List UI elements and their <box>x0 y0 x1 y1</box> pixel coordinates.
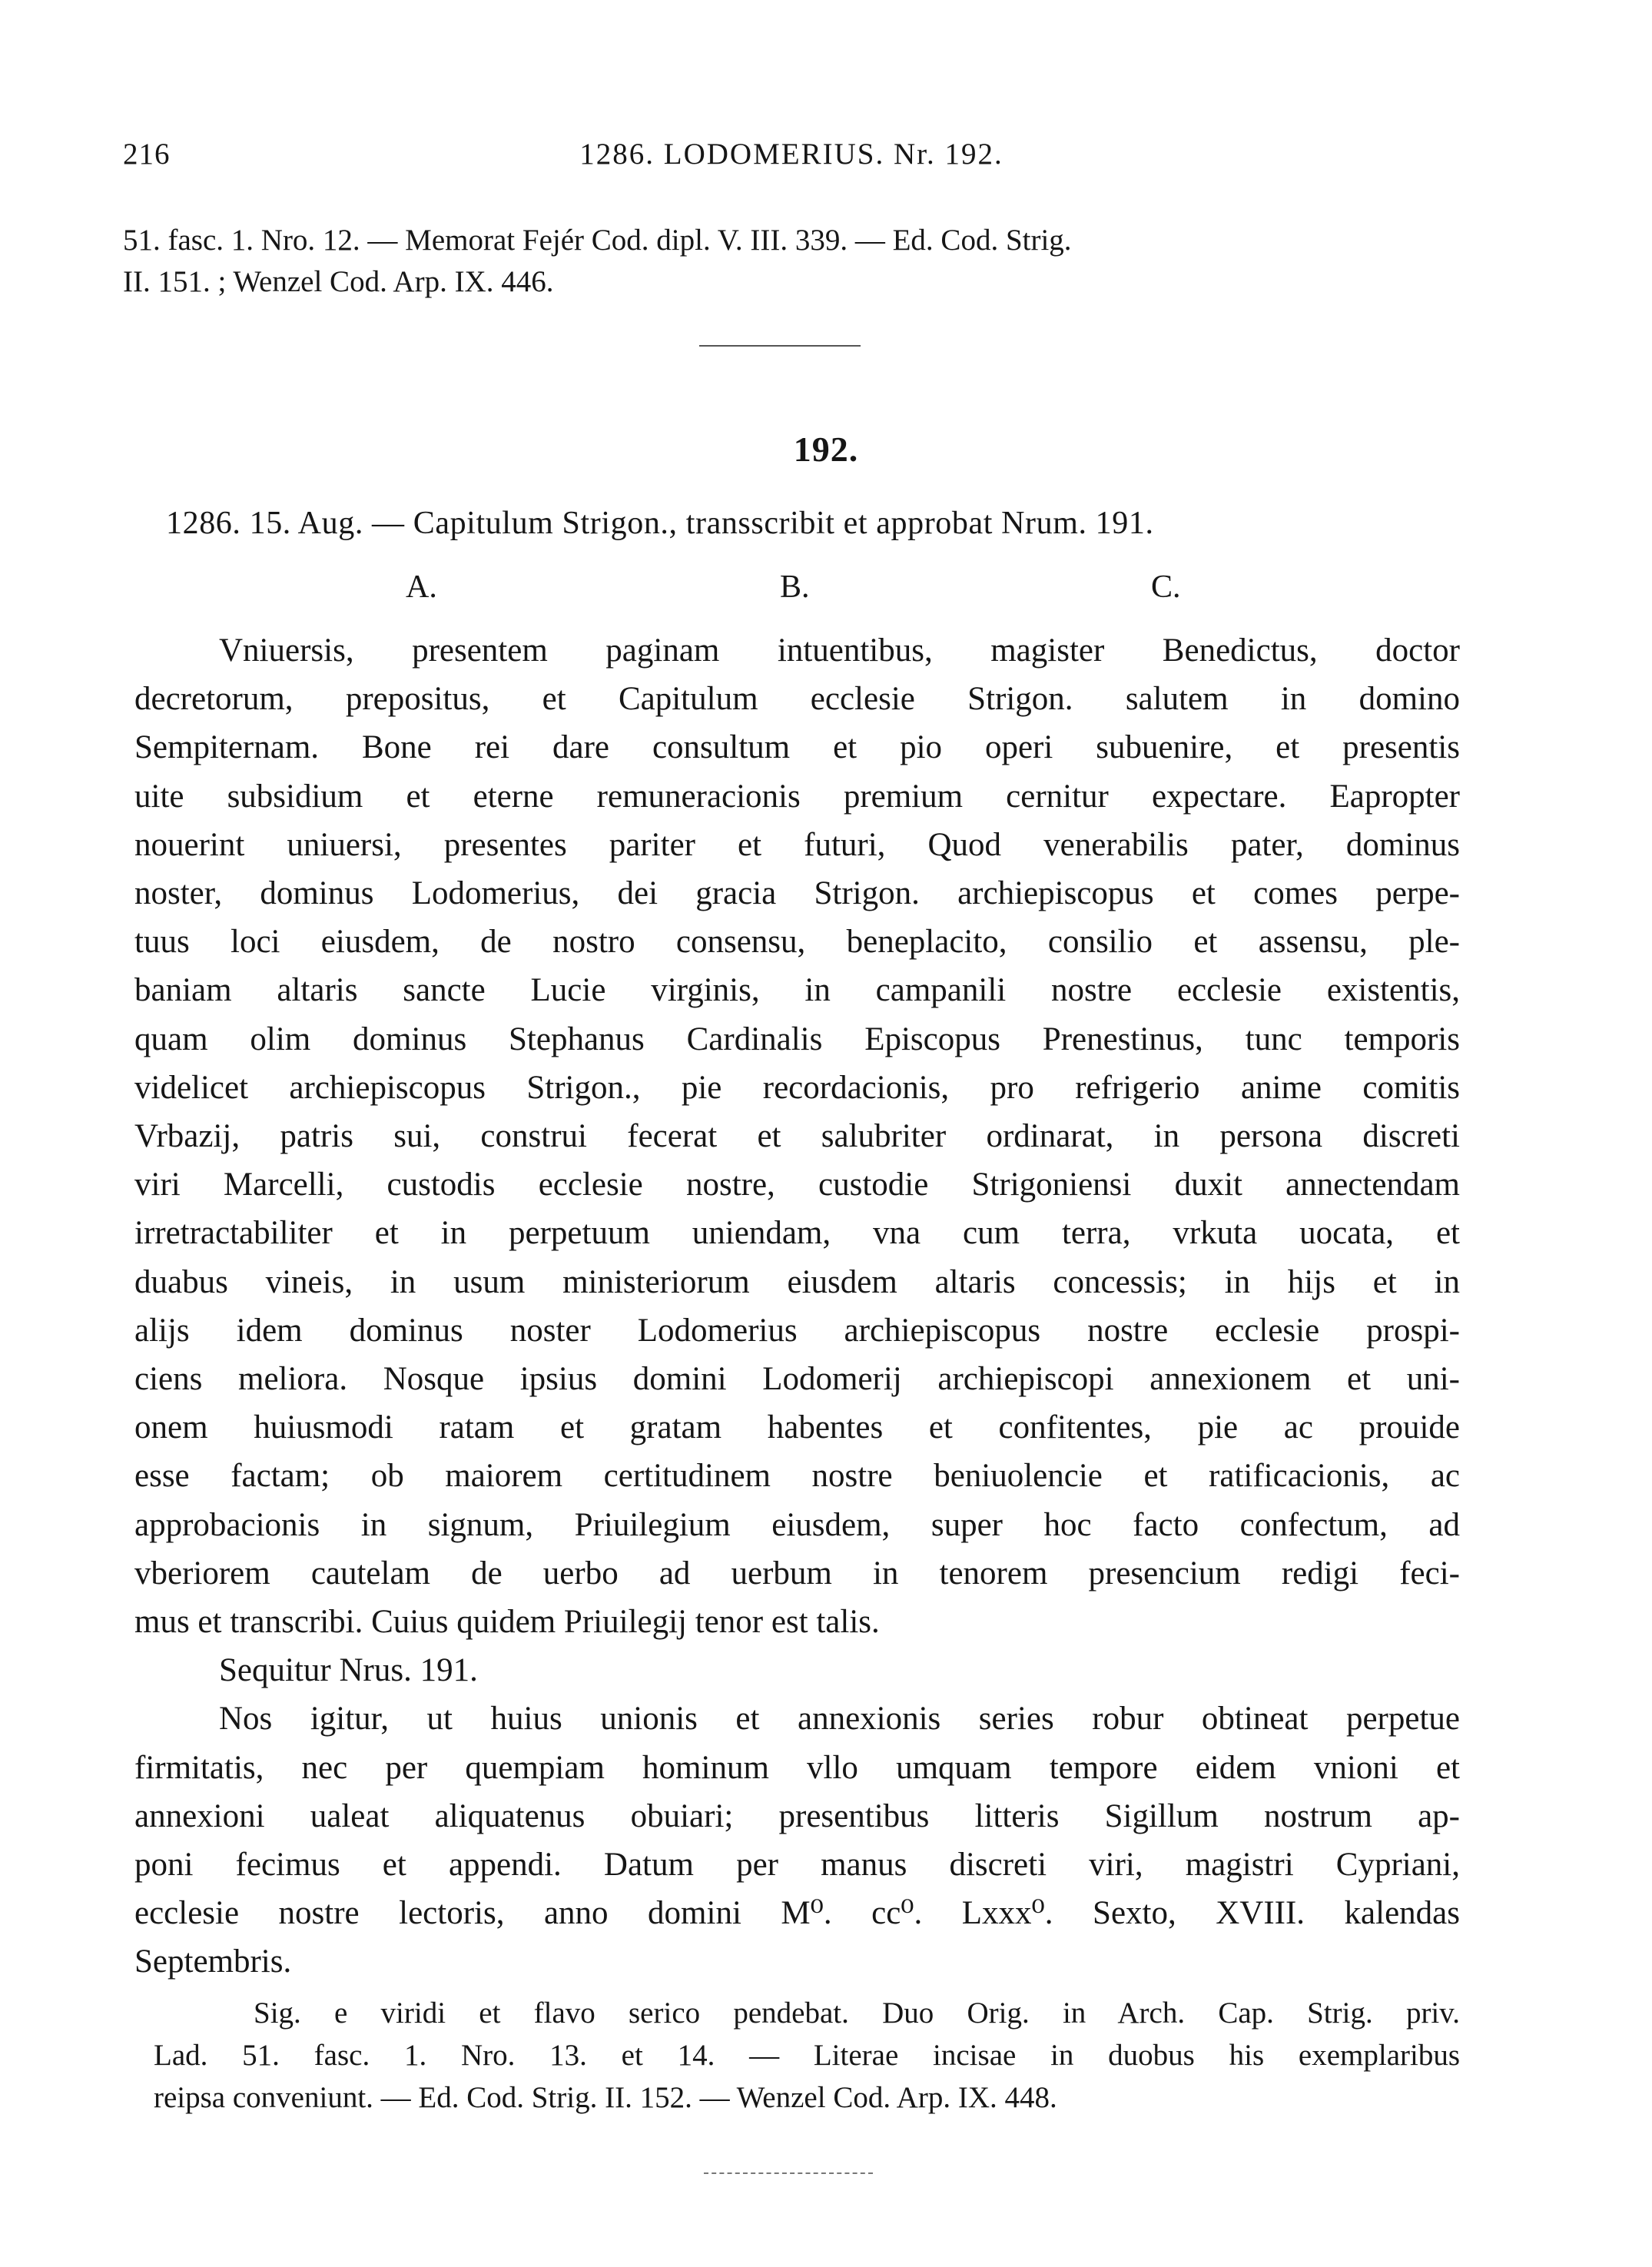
text-line: alijs idem dominus noster Lodomerius archiepiscopus nostre ecclesie prospi- <box>134 1312 1460 1349</box>
text-line: viri Marcelli, custodis ecclesie nostre, custodie Strigoniensi duxit annectendam <box>134 1167 1460 1203</box>
footnote-line: Sig. e viridi et flavo serico pendebat. Duo Orig. in Arch. Cap. Strig. priv. <box>254 1996 1460 2030</box>
text-line: ecclesie nostre lectoris, anno domini M⁰. cc⁰. Lxxx⁰. Sexto, XVIII. kalendas <box>134 1895 1460 1932</box>
source-footnote <box>154 1992 1460 2119</box>
text-line: videlicet archiepiscopus Strigon., pie recordacionis, pro refrigerio anime comitis <box>134 1069 1460 1106</box>
text-line: onem huiusmodi ratam et gratam habentes et confitentes, pie ac prouide <box>134 1409 1460 1446</box>
text-line: noster, dominus Lodomerius, dei gracia Strigon. archiepiscopus et comes perpe- <box>134 875 1460 912</box>
text-line: annexioni ualeat aliquatenus obuiari; presentibus litteris Sigillum nostrum ap- <box>134 1797 1460 1834</box>
text-line: nouerint uniuersi, presentes pariter et futuri, Quod venerabilis pater, dominus <box>134 826 1460 863</box>
witness-a: A. <box>406 569 437 605</box>
text-line: approbacionis in signum, Priuilegium eiusdem, super hoc facto confectum, ad <box>134 1506 1460 1543</box>
previous-document-note <box>123 220 1460 303</box>
text-line: duabus vineis, in usum ministeriorum eiusdem altaris concessis; in hijs et in <box>134 1263 1460 1300</box>
document-regest: 1286. 15. Aug. — Capitulum Strigon., transscribit et approbat Nrum. 191. <box>166 506 1154 541</box>
note-line: 51. fasc. 1. Nro. 12. — Memorat Fejér Cod. dipl. V. III. 339. — Ed. Cod. Strig. <box>123 224 1072 257</box>
text-line: Septembris. <box>134 1943 292 1980</box>
witness-b: B. <box>780 569 810 605</box>
text-line: Vniuersis, presentem paginam intuentibus, magister Benedictus, doctor <box>219 632 1460 669</box>
text-line: Nos igitur, ut huius unionis et annexionis series robur obtineat perpetue <box>219 1701 1460 1738</box>
text-line: irretractabiliter et in perpetuum uniendam, vna cum terra, vrkuta uocata, et <box>134 1215 1460 1252</box>
text-line: Sempiternam. Bone rei dare consultum et pio operi subuenire, et presentis <box>134 729 1460 766</box>
charter-text <box>134 626 1460 1987</box>
text-line: uite subsidium et eterne remuneracionis premium cernitur expectare. Eapropter <box>134 778 1460 815</box>
text-line: mus et transcribi. Cuius quidem Priuilegij tenor est talis. <box>134 1604 880 1641</box>
running-title: 1286. LODOMERIUS. Nr. 192. <box>579 138 1003 171</box>
text-line: tuus loci eiusdem, de nostro consensu, beneplacito, consilio et assensu, ple- <box>134 924 1460 961</box>
text-line: quam olim dominus Stephanus Cardinalis Episcopus Prenestinus, tunc temporis <box>134 1021 1460 1057</box>
text-line: decretorum, prepositus, et Capitulum ecclesie Strigon. salutem in domino <box>134 681 1460 718</box>
section-divider <box>699 345 861 347</box>
text-line: poni fecimus et appendi. Datum per manus discreti viri, magistri Cypriani, <box>134 1847 1460 1884</box>
text-line: firmitatis, nec per quempiam hominum vllo umquam tempore eidem vnioni et <box>134 1749 1460 1786</box>
witness-sigla <box>0 569 1652 610</box>
footnote-line: Lad. 51. fasc. 1. Nro. 13. et 14. — Literae incisae in duobus his exemplaribus <box>154 2039 1460 2072</box>
text-line: ciens meliora. Nosque ipsius domini Lodomerij archiepiscopi annexionem et uni- <box>134 1361 1460 1398</box>
text-line: esse factam; ob maiorem certitudinem nostre beniuolencie et ratificacionis, ac <box>134 1458 1460 1495</box>
text-line: vberiorem cautelam de uerbo ad uerbum in tenorem presencium redigi feci- <box>134 1555 1460 1592</box>
end-divider <box>704 2172 873 2174</box>
running-head <box>123 137 1460 183</box>
footnote-line: reipsa conveniunt. — Ed. Cod. Strig. II. 152. — Wenzel Cod. Arp. IX. 448. <box>154 2081 1057 2114</box>
text-line: Sequitur Nrus. 191. <box>219 1652 478 1689</box>
page-number: 216 <box>123 138 171 171</box>
note-line: II. 151. ; Wenzel Cod. Arp. IX. 446. <box>123 265 554 298</box>
witness-c: C. <box>1151 569 1181 605</box>
document-number: 192. <box>793 430 859 469</box>
text-line: baniam altaris sancte Lucie virginis, in campanili nostre ecclesie existentis, <box>134 972 1460 1009</box>
text-line: Vrbazij, patris sui, construi fecerat et salubriter ordinarat, in persona discreti <box>134 1118 1460 1155</box>
